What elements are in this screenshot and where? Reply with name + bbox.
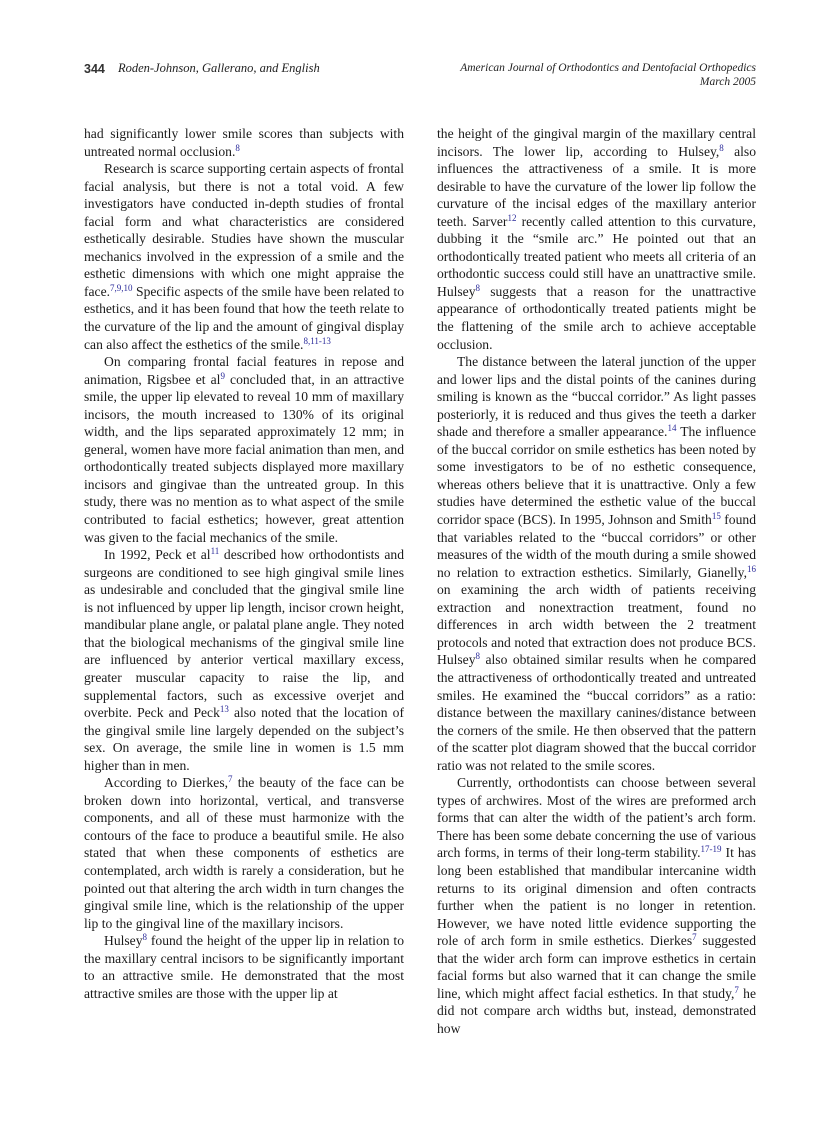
- body-paragraph: [84, 932, 404, 1002]
- paragraph-text: Hulsey: [104, 933, 143, 949]
- paragraph-text: the beauty of the face can be broken down into horizontal, vertical, and transverse components, and all of these must harmonize with the contours of the face to produce a beautiful smile. He also stated that when these components of esthetics are contemplated, arch width is rarely a consideration, but he pointed out that altering the arch width in turn changes the gingival smile line, which is the relationship of the upper lip to the gingival line of the maxillary incisors.: [84, 775, 405, 931]
- body-paragraph: [84, 125, 404, 160]
- running-head-journal: [460, 61, 756, 89]
- body-paragraph: [84, 160, 404, 353]
- citation-reference[interactable]: 9: [220, 370, 225, 381]
- paragraph-text: Research is scarce supporting certain aspects of frontal facial analysis, but there is not a total void. A few investigators have conducted in-depth studies of frontal facial form and what characteristics are considered esthetically desirable. Studies have shown the muscular mechanics involved in the expression of a smile and the esthetic dimensions with which one might appraise the face.: [84, 161, 404, 299]
- citation-reference[interactable]: 7: [692, 932, 697, 943]
- paragraph-text: he did not compare arch widths but, instead, demonstrated how: [437, 985, 756, 1036]
- body-paragraph: [84, 774, 404, 932]
- page-number: 344: [84, 62, 105, 76]
- body-paragraph: [437, 774, 756, 1037]
- paragraph-text: The distance between the lateral junction of the upper and lower lips and the distal points of the canines during smiling is known as the “buccal corridor.” As light passes posteriorly, it is reduced and thus gives the teeth a darker shade and therefore a smaller appearance.: [437, 354, 756, 440]
- paragraph-text: recently called attention to this curvature, dubbing it the “smile arc.” He pointed out that an orthodontically treated patient who meets all criteria of an orthodontic success could still have an unattractive smile. Hulsey: [437, 213, 756, 299]
- paragraph-text: concluded that, in an attractive smile, the upper lip elevated to reveal 10 mm of maxillary incisors, the mouth increased to 130% of its original width, and the lips separated approximately 12 mm; in general, women have more facial animation than men, and orthodontically treated subjects displayed more maxillary incisors and gingivae than the untreated group. In this study, there was no mention as to what aspect of the smile contributed to facial esthetics; however, great attention was given to the facial mechanics of the smile.: [84, 371, 405, 545]
- citation-reference[interactable]: 13: [219, 704, 229, 715]
- citation-reference[interactable]: 7: [228, 774, 233, 785]
- citation-reference[interactable]: 7: [734, 984, 739, 995]
- paragraph-text: also obtained similar results when he compared the attractiveness of orthodontically treated and untreated smiles. He examined the “buccal corridors” as a ratio: distance between the maxillary canines/distance between the corners of the smile. He then observed that the pattern of the scatter plot diagram showed that the buccal corridor ratio was not related to the smile scores.: [437, 652, 756, 773]
- paragraph-text: In 1992, Peck et al: [104, 547, 211, 563]
- citation-reference[interactable]: 16: [747, 563, 756, 574]
- citation-reference[interactable]: 8: [475, 282, 481, 293]
- citation-reference[interactable]: 17-19: [700, 844, 722, 855]
- running-header: [84, 62, 756, 96]
- citation-reference[interactable]: 15: [711, 511, 721, 522]
- citation-reference[interactable]: 8: [235, 142, 240, 153]
- citation-reference[interactable]: 8: [142, 932, 148, 943]
- paragraph-text: the height of the gingival margin of the maxillary central incisors. The lower lip, according to Hulsey,: [437, 126, 756, 159]
- paragraph-text: suggests that a reason for the unattractive appearance of orthodontically treated patients might be the flattening of the smile arch to achieve acceptable occlusion.: [437, 283, 756, 352]
- journal-title: American Journal of Orthodontics and Dentofacial Orthopedics: [460, 62, 756, 74]
- paragraph-text: had significantly lower smile scores than subjects with untreated normal occlusion.: [84, 126, 404, 159]
- journal-issue-date: March 2005: [699, 76, 756, 88]
- citation-reference[interactable]: 8,11-13: [303, 335, 331, 346]
- running-head-authors: Roden-Johnson, Gallerano, and English: [118, 61, 320, 75]
- paragraph-text: found the height of the upper lip in relation to the maxillary central incisors to be significantly important to an attractive smile. He demonstrated that the most attractive smiles are those with the upper lip at: [84, 933, 404, 1001]
- paragraph-text: also influences the attractiveness of a smile. It is more desirable to have the curvature of the lower lip follow the curvature of the incisal edges of the maxillary anterior teeth. Sarver: [437, 143, 756, 229]
- paragraph-text: suggested that the wider arch form can improve esthetics in certain facial forms but also warned that it can change the smile line, which might affect facial esthetics. In that study,: [437, 933, 756, 1001]
- citation-reference[interactable]: 12: [507, 212, 517, 223]
- citation-reference[interactable]: 8: [475, 651, 481, 662]
- citation-reference[interactable]: 7,9,10: [110, 282, 133, 293]
- body-paragraph: [84, 353, 404, 546]
- body-paragraph: [437, 125, 756, 353]
- paragraph-text: Specific aspects of the smile have been related to esthetics, and it has been found that how the teeth relate to the curvature of the lip and the amount of gingival display can also affect the esthetics of the smile.: [84, 283, 404, 352]
- paragraph-text: also noted that the location of the gingival smile line largely depended on the subject’s sex. On average, the smile line in women is 1.5 mm higher than in men.: [84, 705, 404, 773]
- paragraph-text: described how orthodontists and surgeons are conditioned to see high gingival smile lines as undesirable and concluded that the gingival smile line is not influenced by upper lip length, incisor crown height, mandibular plane angle, or palatal plane angle. They noted that the biological mechanisms of the gingival smile line are influenced by anterior vertical maxillary excess, greater muscular capacity to raise the lip, and supplemental factors, such as excessive overjet and overbite. Peck and Peck: [84, 547, 404, 721]
- paragraph-text: It has long been established that mandibular intercanine width returns to its original dimension and often contracts further when the patient is no longer in retention. However, we have noted little evidence supporting the role of arch form in smile esthetics. Dierkes: [437, 845, 756, 949]
- citation-reference[interactable]: 11: [210, 546, 220, 557]
- paragraph-text: found that variables related to the “buccal corridors” or other measures of the width of the mouth during a smile showed no relation to extraction esthetics. Similarly, Gianelly,: [437, 512, 756, 580]
- paragraph-text: According to Dierkes,: [104, 775, 229, 791]
- paragraph-text: Currently, orthodontists can choose between several types of archwires. Most of the wires are preformed arch forms that can alter the width of the patient’s arch form. There has been some debate concerning the use of various arch forms, in terms of their long-term stability.: [437, 775, 756, 861]
- body-paragraph: [84, 546, 404, 774]
- body-paragraph: [437, 353, 756, 774]
- citation-reference[interactable]: 14: [667, 423, 677, 434]
- citation-reference[interactable]: 8: [719, 142, 724, 153]
- paragraph-text: On comparing frontal facial features in repose and animation, Rigsbee et al: [84, 354, 404, 387]
- paragraph-text: The influence of the buccal corridor on smile esthetics has been noted by some investigators to be of no esthetic consequence, whereas others believe that it is unattractive. Only a few studies have determined the esthetic value of the buccal corridor space (BCS). In 1995, Johnson and Smith: [437, 424, 756, 528]
- left-text-column: [84, 125, 404, 1002]
- right-text-column: [437, 125, 756, 1037]
- paragraph-text: on examining the arch width of patients receiving extraction and nonextraction treatment, found no differences in arch width between the 2 treatment protocols and noted that extraction does not produce BCS. Hulsey: [437, 582, 756, 668]
